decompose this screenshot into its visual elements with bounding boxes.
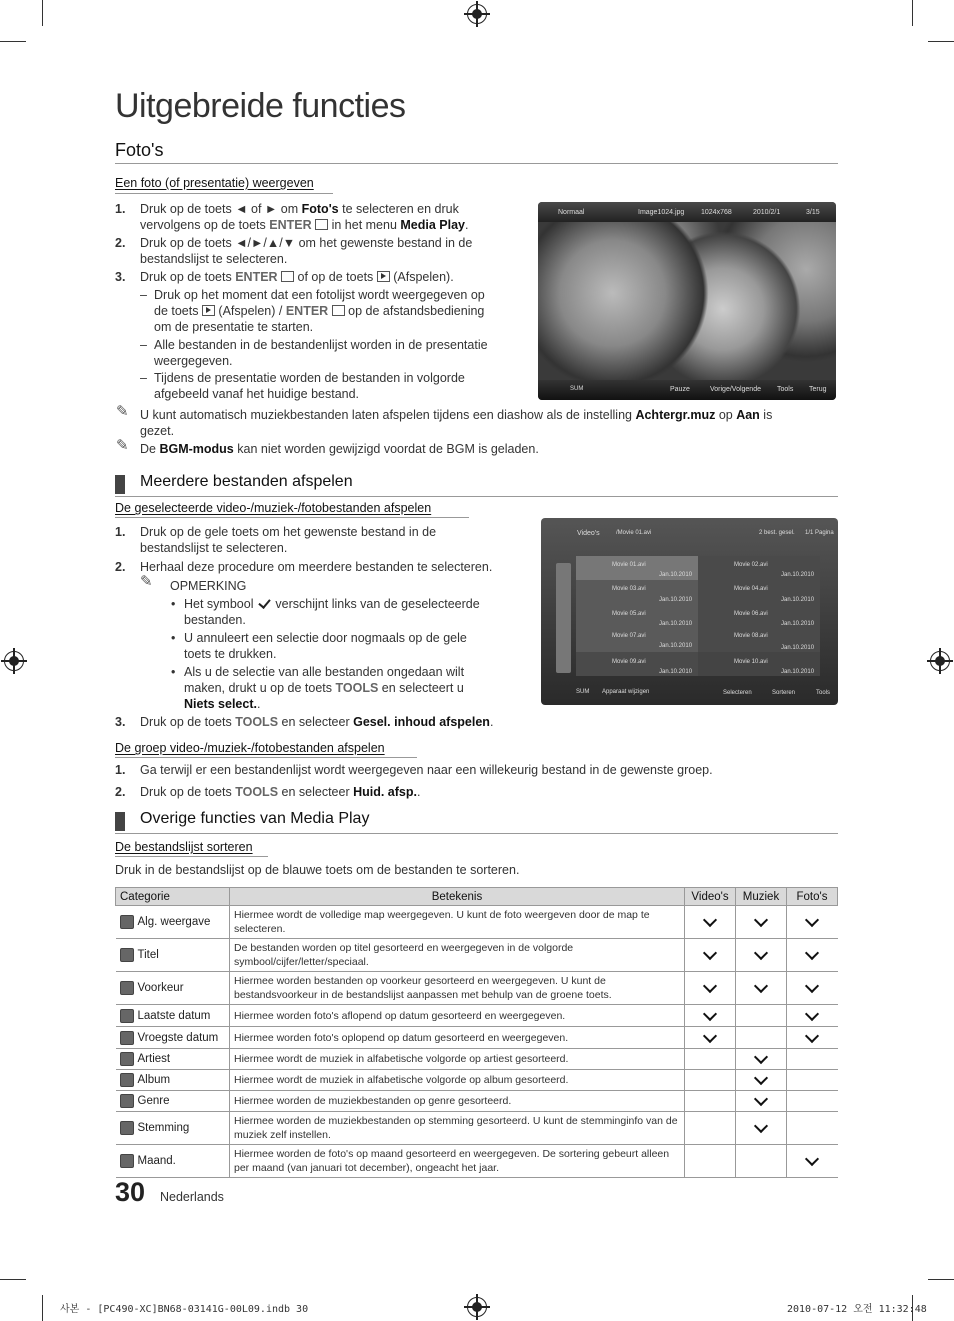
photo-check-cell xyxy=(787,1070,838,1091)
registration-mark-icon xyxy=(467,1297,487,1317)
checkmark-icon xyxy=(703,1006,717,1020)
play-icon xyxy=(377,271,390,282)
table-row xyxy=(116,1112,838,1145)
note-1: U kunt automatisch muziekbestanden laten afspelen tijdens een diashow als de instelling Achtergr.muz op Aan is gezet. xyxy=(140,408,773,438)
category-cell: Titel xyxy=(116,939,230,972)
opm-bullet-2: U annuleert een selectie door nogmaals op de gele toets te drukken. xyxy=(184,631,467,661)
checkmark-icon xyxy=(754,1092,768,1106)
language-label: Nederlands xyxy=(160,1190,224,1204)
category-icon xyxy=(120,915,134,929)
video-check-cell xyxy=(685,1070,736,1091)
table-row xyxy=(116,1070,838,1091)
checkmark-icon xyxy=(805,1028,819,1042)
music-check-cell xyxy=(736,1049,787,1070)
video-check-cell xyxy=(685,1145,736,1178)
checkmark-icon xyxy=(703,946,717,960)
photo-check-cell xyxy=(787,1005,838,1027)
video-check-cell xyxy=(685,972,736,1005)
sort-intro: Druk in de bestandslijst op de blauwe toets om de bestanden te sorteren. xyxy=(115,863,520,877)
enter-icon xyxy=(281,271,294,282)
section-multi-heading: Meerdere bestanden afspelen xyxy=(140,473,353,490)
sort-subheading: De bestandslijst sorteren xyxy=(115,840,253,854)
group-step-2: Druk op de toets TOOLS en selecteer Huid. afsp.. xyxy=(140,785,421,799)
photo-check-cell xyxy=(787,1091,838,1112)
sort-categories-table: Categorie Betekenis Video's Muziek Foto's Alg. weergave Hiermee wordt de volledige map weergegeven. U kunt de foto weergeven door de map te selecteren. Titel De bestanden worden op titel gesorteerd en weergegeven in de volgorde symbool/cijfer/letter/speciaal. Voorkeur Hiermee worden bestanden op voorkeur gesorteerd en weergegeven. U kunt de bestandsvoorkeur in de bestandslijst aanpassen met behulp van de groene toets. Laatste datum Hiermee worden foto's aflopend op datum gesorteerd en weergegeven. Vroegste datum Hiermee worden foto's oplopend op datum gesorteerd en weergegeven. Artiest Hiermee wordt de muziek in alfabetische volgorde op artiest gesorteerd. Album Hiermee wordt de muziek in alfabetische volgorde op album gesorteerd. Genre Hiermee worden de muziekbestanden op genre gesorteerd. Stemming Hiermee worden de muziekbestanden op stemming gesorteerd. U kunt de stemminginfo van de muziek zelf instellen. Maand. Hiermee worden de foto's op maand gesorteerd en weergegeven. De sortering gebeurt alleen per maand (van januari tot december), ongeacht het jaar. xyxy=(115,887,838,1178)
footer-file-info: 사본 - [PC490-XC]BN68-03141G-00L09.indb 30 xyxy=(60,1304,309,1315)
category-icon xyxy=(120,981,134,995)
registration-mark-icon xyxy=(467,4,487,24)
table-row xyxy=(116,972,838,1005)
music-check-cell xyxy=(736,1005,787,1027)
music-check-cell xyxy=(736,1112,787,1145)
checkmark-icon xyxy=(805,913,819,927)
photo-check-cell xyxy=(787,1112,838,1145)
table-row xyxy=(116,1005,838,1027)
checkmark-icon xyxy=(754,1119,768,1133)
category-cell: Artiest xyxy=(116,1049,230,1070)
description-cell: Hiermee worden foto's aflopend op datum gesorteerd en weergegeven. xyxy=(230,1005,685,1027)
category-cell: Alg. weergave xyxy=(116,906,230,939)
photo-step-2: Druk op de toets ◄/►/▲/▼ om het gewenste bestand in de bestandslijst te selecteren. xyxy=(140,236,473,266)
checkmark-icon xyxy=(805,1152,819,1166)
description-cell: De bestanden worden op titel gesorteerd en weergegeven in de volgorde symbool/cijfer/letter/speciaal. xyxy=(230,939,685,972)
table-row xyxy=(116,939,838,972)
opm-bullet-3: Als u de selectie van alle bestanden ongedaan wilt maken, drukt u op de toets TOOLS en selecteert u Niets select.. xyxy=(184,665,465,711)
photo-check-cell xyxy=(787,906,838,939)
multi-step-1: Druk op de gele toets om het gewenste bestand in de bestandslijst te selecteren. xyxy=(140,525,437,555)
music-check-cell xyxy=(736,939,787,972)
photo-check-cell xyxy=(787,972,838,1005)
video-check-cell xyxy=(685,1005,736,1027)
checkmark-icon xyxy=(754,1050,768,1064)
photo-bullet-3: Tijdens de presentatie worden de bestanden in volgorde afgebeeld vanaf het huidige bestand. xyxy=(154,371,465,401)
category-cell: Album xyxy=(116,1070,230,1091)
music-check-cell xyxy=(736,1070,787,1091)
enter-icon xyxy=(315,219,328,230)
category-icon xyxy=(120,1052,134,1066)
photo-screen-screenshot: Normaal Image1024.jpg 1024x768 2010/2/1 3/15 SUM Pauze Vorige/Volgende Tools Terug xyxy=(538,202,836,400)
photo-step-1: Druk op de toets ◄ of ► om Foto's te selecteren en druk vervolgens op de toets ENTER in het menu Media Play. xyxy=(140,202,469,232)
category-cell: Genre xyxy=(116,1091,230,1112)
photo-check-cell xyxy=(787,1027,838,1049)
music-check-cell xyxy=(736,1145,787,1178)
checkmark-icon xyxy=(805,946,819,960)
multi-step-2: Herhaal deze procedure om meerdere bestanden te selecteren. xyxy=(140,560,493,574)
video-check-cell xyxy=(685,1091,736,1112)
table-row xyxy=(116,1091,838,1112)
checkmark-icon xyxy=(703,1028,717,1042)
category-cell: Vroegste datum xyxy=(116,1027,230,1049)
table-row xyxy=(116,906,838,939)
opm-bullet-1: Het symbool verschijnt links van de geselecteerde bestanden. xyxy=(184,597,480,627)
music-check-cell xyxy=(736,906,787,939)
video-check-cell xyxy=(685,1049,736,1070)
photo-subheading: Een foto (of presentatie) weergeven xyxy=(115,176,314,190)
photo-bullet-2: Alle bestanden in de bestandenlijst worden in de presentatie weergegeven. xyxy=(154,338,488,368)
checkmark-icon xyxy=(703,913,717,927)
checkmark-icon xyxy=(754,979,768,993)
description-cell: Hiermee worden de muziekbestanden op genre gesorteerd. xyxy=(230,1091,685,1112)
music-check-cell xyxy=(736,1027,787,1049)
enter-icon xyxy=(332,305,345,316)
multi-subheading: De geselecteerde video-/muziek-/fotobestanden afspelen xyxy=(115,501,432,515)
photo-check-cell xyxy=(787,1145,838,1178)
group-subheading: De groep video-/muziek-/fotobestanden afspelen xyxy=(115,741,385,755)
table-row xyxy=(116,1027,838,1049)
multi-step-3: Druk op de toets TOOLS en selecteer Gesel. inhoud afspelen. xyxy=(140,715,494,729)
note-icon: ✎ xyxy=(140,573,153,590)
page-number: 30 xyxy=(115,1177,146,1207)
photo-bullet-1: Druk op het moment dat een fotolijst wordt weergegeven op de toets (Afspelen) / ENTER op de afstandsbediening om de presentatie te starten. xyxy=(154,288,485,334)
video-check-cell xyxy=(685,939,736,972)
video-check-cell xyxy=(685,1112,736,1145)
checkmark-icon xyxy=(805,979,819,993)
registration-mark-icon xyxy=(4,651,24,671)
checkmark-icon xyxy=(805,1006,819,1020)
checkmark-icon xyxy=(258,596,270,609)
description-cell: Hiermee wordt de volledige map weergegeven. U kunt de foto weergeven door de map te selecteren. xyxy=(230,906,685,939)
photo-step-3: Druk op de toets ENTER of op de toets (Afspelen). xyxy=(140,270,454,284)
category-icon xyxy=(120,1031,134,1045)
category-icon xyxy=(120,1073,134,1087)
opmerking-label: OPMERKING xyxy=(170,579,247,593)
table-row xyxy=(116,1145,838,1178)
video-list-screenshot: Video's /Movie 01.avi 2 best. gesel. 1/1 Pagina Movie 01.avi Jan.10.2010 Movie 02.avi Jan.10.2010 Movie 03.avi Jan.10.2010 Movie 04.avi Jan.10.2010 Movie 05.avi Jan.10.2010 Movie 06.avi Jan.10.2010 Movie 07.avi Jan.10.2010 Movie 08.avi Jan.10.2010 Movie 09.avi Jan.10.2010 Movie 10.avi Jan.10.2010 SUM Apparaat wijzigen Selecteren Sorteren Tools xyxy=(541,518,838,705)
photo-check-cell xyxy=(787,939,838,972)
category-icon xyxy=(120,1009,134,1023)
description-cell: Hiermee wordt de muziek in alfabetische volgorde op artiest gesorteerd. xyxy=(230,1049,685,1070)
play-icon xyxy=(202,305,215,316)
category-icon xyxy=(120,1154,134,1168)
category-icon xyxy=(120,1121,134,1135)
table-row xyxy=(116,1049,838,1070)
category-cell: Voorkeur xyxy=(116,972,230,1005)
category-cell: Laatste datum xyxy=(116,1005,230,1027)
checkmark-icon xyxy=(754,946,768,960)
video-check-cell xyxy=(685,906,736,939)
description-cell: Hiermee worden de muziekbestanden op stemming gesorteerd. U kunt de stemminginfo van de muziek zelf instellen. xyxy=(230,1112,685,1145)
note-icon: ✎ xyxy=(116,403,129,420)
description-cell: Hiermee worden foto's oplopend op datum gesorteerd en weergegeven. xyxy=(230,1027,685,1049)
page-title: Uitgebreide functies xyxy=(115,87,406,125)
photo-check-cell xyxy=(787,1049,838,1070)
category-cell: Maand. xyxy=(116,1145,230,1178)
category-icon xyxy=(120,1094,134,1108)
music-check-cell xyxy=(736,1091,787,1112)
category-icon xyxy=(120,948,134,962)
note-2: De BGM-modus kan niet worden gewijzigd voordat de BGM is geladen. xyxy=(140,442,539,456)
description-cell: Hiermee worden bestanden op voorkeur gesorteerd en weergegeven. U kunt de bestandsvoorkeur in de bestandslijst aanpassen met behulp van de groene toets. xyxy=(230,972,685,1005)
checkmark-icon xyxy=(754,1071,768,1085)
group-step-1: Ga terwijl er een bestandenlijst wordt weergegeven naar een willekeurig bestand in de gewenste groep. xyxy=(140,763,713,777)
checkmark-icon xyxy=(703,979,717,993)
music-check-cell xyxy=(736,972,787,1005)
category-cell: Stemming xyxy=(116,1112,230,1145)
description-cell: Hiermee worden de foto's op maand gesorteerd en weergegeven. De sortering gebeurt alleen per maand (van januari tot december), ongeacht het jaar. xyxy=(230,1145,685,1178)
description-cell: Hiermee wordt de muziek in alfabetische volgorde op album gesorteerd. xyxy=(230,1070,685,1091)
footer-date: 2010-07-12 오전 11:32:48 xyxy=(787,1304,927,1315)
checkmark-icon xyxy=(754,913,768,927)
note-icon: ✎ xyxy=(116,437,129,454)
video-check-cell xyxy=(685,1027,736,1049)
section-other-heading: Overige functies van Media Play xyxy=(140,810,370,827)
section-photos-heading: Foto's xyxy=(115,140,164,160)
registration-mark-icon xyxy=(930,651,950,671)
